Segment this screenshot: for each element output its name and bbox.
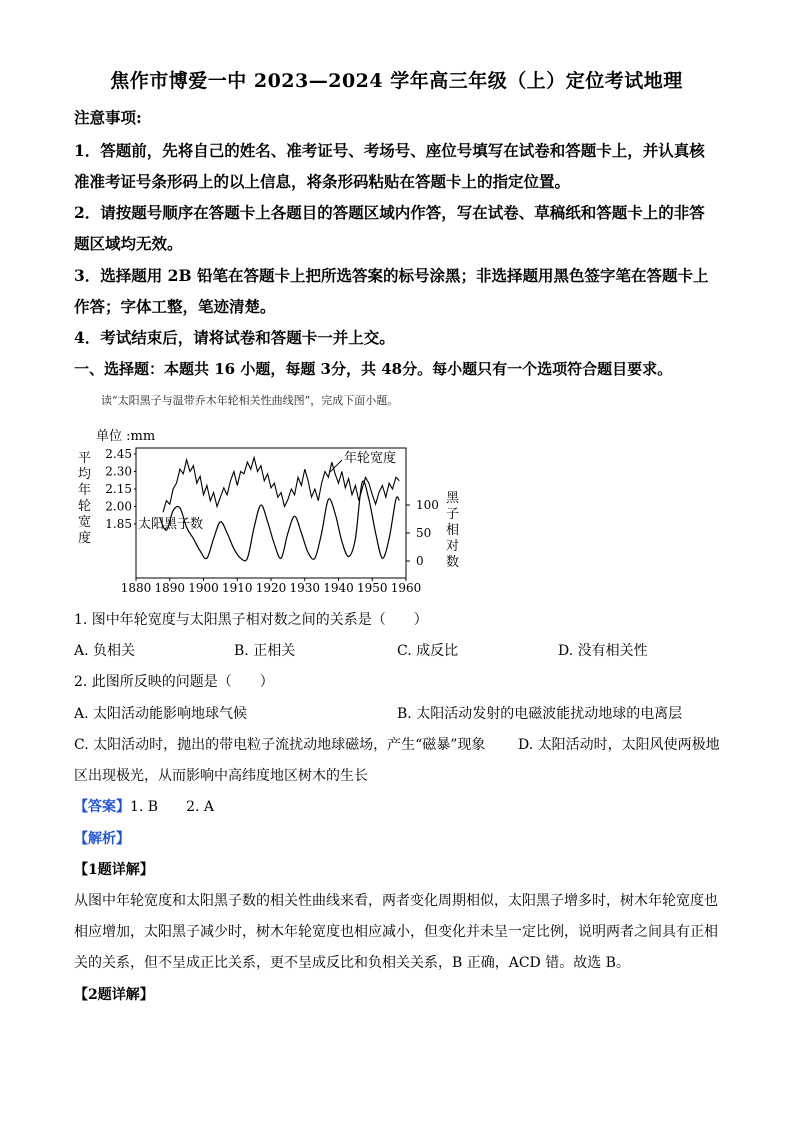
- right-axis-label-char: 对: [446, 539, 460, 554]
- right-axis-label-char: 相: [446, 523, 460, 538]
- notice-line: 作答；字体工整，笔迹清楚。: [74, 297, 276, 316]
- question-1-option-b: B. 正相关: [234, 643, 296, 659]
- notice-line: 3．选择题用 2B 铅笔在答题卡上把所选答案的标号涂黑；非选择题用黑色签字笔在答题卡上: [74, 266, 709, 285]
- q1-detail-heading: 【1题详解】: [74, 862, 154, 878]
- question-2-option-d: D. 太阳活动时，太阳风使两极地: [518, 737, 720, 753]
- question-1-option-c: C. 成反比: [397, 643, 459, 659]
- notice-line: 4．考试结束后，请将试卷和答题卡一并上交。: [74, 328, 395, 347]
- right-tick-label: 100: [416, 498, 439, 512]
- left-tick-label: 2.30: [105, 464, 132, 479]
- question-2-option-d-cont: 区出现极光，从而影响中高纬度地区树木的生长: [74, 768, 368, 784]
- notice-heading: 注意事项:: [74, 108, 142, 127]
- answer-line: [74, 796, 214, 816]
- tree-ring-leader-line: [330, 460, 342, 472]
- sunspot-legend-label: 太阳黑子数: [138, 517, 204, 532]
- x-tick-label: 1890: [154, 581, 186, 595]
- x-tick-label: 1960: [390, 581, 422, 595]
- right-axis-label-char: 数: [446, 555, 460, 570]
- q1-detail-line: 相应增加，太阳黑子减少时，树木年轮宽度也相应减小，但变化并未呈一定比例，说明两者之间具有正相: [74, 924, 718, 940]
- right-tick-label: 50: [416, 526, 432, 540]
- x-tick-label: 1910: [221, 581, 253, 595]
- plot-frame: [136, 448, 406, 578]
- question-2-option-b: B. 太阳活动发射的电磁波能扰动地球的电离层: [397, 706, 683, 722]
- left-tick-label: 2.15: [105, 482, 132, 496]
- question-1-option-d: D. 没有相关性: [558, 643, 648, 659]
- q1-detail-line: 关的关系，但不呈成正比关系，更不呈成反比和负相关关系，B 正确，ACD 错。故选 B。: [74, 955, 630, 971]
- x-tick-label: 1920: [255, 581, 287, 595]
- x-tick-label: 1940: [323, 581, 354, 595]
- right-axis-label-char: 子: [446, 507, 460, 522]
- question-2-option-c: C. 太阳活动时，抛出的带电粒子流扰动地球磁场，产生“磁暴”现象: [74, 737, 486, 753]
- left-tick-label: 1.85: [105, 517, 132, 531]
- x-tick-label: 1930: [289, 581, 321, 595]
- q1-detail-line: 从图中年轮宽度和太阳黑子数的相关性曲线来看，两者变化周期相似，太阳黑子增多时，树木年轮宽度也: [74, 893, 718, 909]
- page-title: 焦作市博爱一中 2023—2024 学年高三年级（上）定位考试地理: [110, 70, 683, 92]
- x-tick-label: 1950: [356, 581, 388, 595]
- x-tick-label: 1880: [120, 581, 152, 595]
- tree-ring-legend-label: 年轮宽度: [344, 451, 397, 466]
- question-2-stem: 2. 此图所反映的问题是（ ）: [74, 674, 274, 690]
- x-tick-label: 1900: [188, 581, 219, 595]
- left-axis-label: [78, 451, 91, 546]
- answer-label: 【答案】: [74, 799, 130, 815]
- question-1-stem: 1. 图中年轮宽度与太阳黑子相对数之间的关系是（ ）: [74, 612, 428, 628]
- notice-line: 准准考证号条形码上的以上信息，将条形码粘贴在答题卡上的指定位置。: [74, 172, 571, 191]
- notice-line: 1．答题前，先将自己的姓名、准考证号、考场号、座位号填写在试卷和答题卡上，并认真核: [74, 141, 705, 160]
- section-heading: 一、选择题：本题共 16 小题，每题 3分，共 48分。每小题只有一个选项符合题目要求。: [74, 360, 673, 378]
- notice-line: 2．请按题号顺序在答题卡上各题目的答题区域内作答，写在试卷、草稿纸和答题卡上的非答: [74, 203, 705, 222]
- right-axis-label-char: 黑: [446, 491, 460, 506]
- left-axis-label-char: 宽: [78, 515, 92, 530]
- unit-label: 单位 :mm: [96, 429, 156, 444]
- answer-text: 1. B 2. A: [130, 799, 215, 815]
- left-axis-label-char: 度: [78, 531, 92, 546]
- left-axis-label-char: 年: [78, 483, 92, 498]
- left-tick-label: 2.45: [105, 447, 132, 461]
- chart-intro: 读“太阳黑子与温带乔木年轮相关性曲线图”，完成下面小题。: [101, 394, 399, 407]
- question-2-option-a: A. 太阳活动能影响地球气候: [74, 706, 248, 722]
- question-1-option-a: A. 负相关: [74, 643, 136, 659]
- sunspot-treering-chart: [74, 420, 474, 600]
- right-axis-label: [446, 491, 460, 570]
- q2-detail-heading: 【2题详解】: [74, 987, 154, 1003]
- right-tick-label: 0: [416, 554, 424, 568]
- left-axis-label-char: 轮: [78, 499, 92, 514]
- analysis-label: 【解析】: [74, 831, 130, 847]
- notice-line: 题区域均无效。: [74, 234, 183, 253]
- left-axis-label-char: 均: [78, 467, 92, 482]
- left-tick-label: 2.00: [105, 499, 132, 514]
- left-axis-label-char: 平: [78, 451, 92, 466]
